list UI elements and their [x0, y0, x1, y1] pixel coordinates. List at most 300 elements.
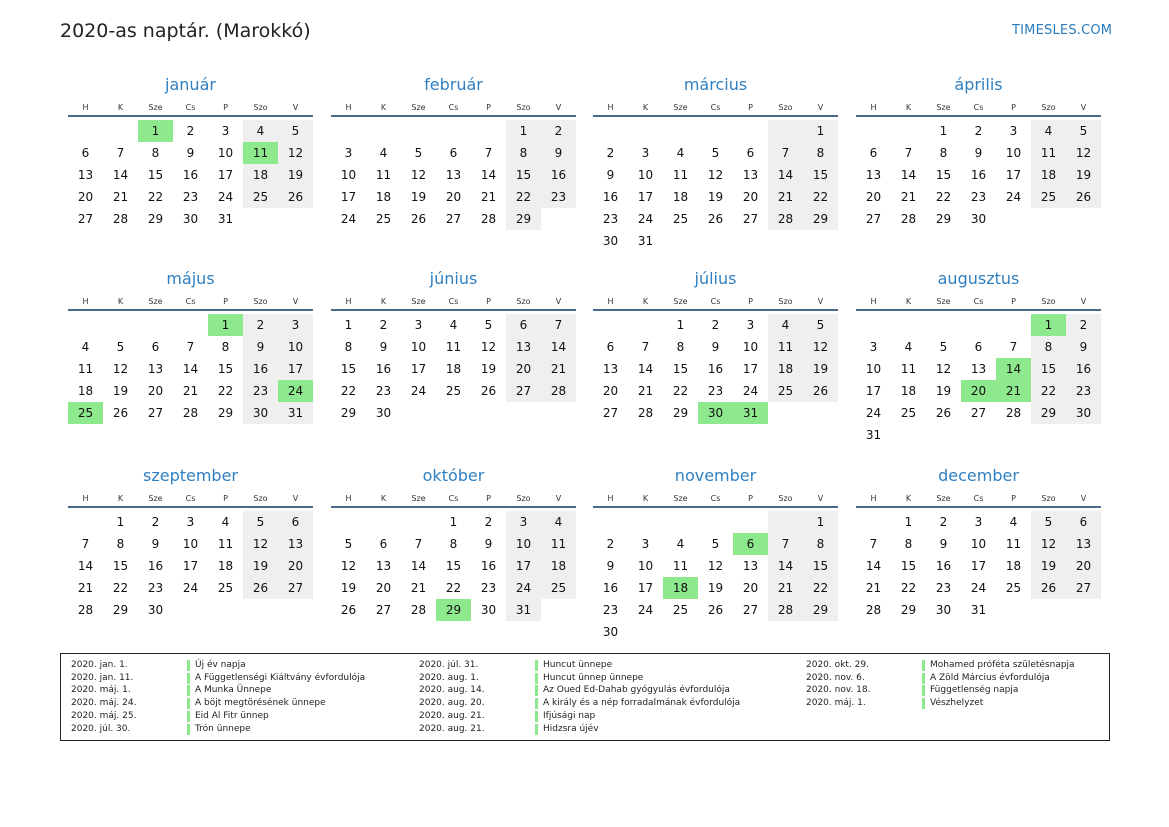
holiday-day: 11: [243, 142, 278, 164]
day-cell: 2: [151, 515, 160, 529]
day-cell: 26: [1066, 186, 1101, 208]
weekday-header: P: [748, 494, 753, 503]
day-cell: 17: [970, 559, 987, 573]
day-cell: 12: [707, 559, 724, 573]
day-cell: 1: [116, 515, 125, 529]
day-cell: 23: [375, 384, 392, 398]
day-cell: 22: [445, 581, 462, 595]
day-cell: 4: [676, 537, 685, 551]
day-cell: 27: [445, 212, 462, 226]
day-cell: 22: [506, 186, 541, 208]
day-cell: 23: [243, 380, 278, 402]
day-cell: 14: [637, 362, 654, 376]
weekday-header: K: [905, 103, 912, 112]
weekday-header: Sze: [936, 297, 951, 306]
holiday-date: 2020. máj. 1.: [806, 698, 866, 709]
day-cell: 2: [606, 537, 615, 551]
day-cell: 20: [77, 190, 94, 204]
day-cell: 12: [707, 168, 724, 182]
day-cell: 21: [112, 190, 129, 204]
day-cell: 4: [676, 146, 685, 160]
day-cell: 27: [278, 577, 313, 599]
holiday-day: 25: [68, 402, 103, 424]
day-cell: 7: [484, 146, 493, 160]
weekday-header: Cs: [710, 494, 721, 503]
day-cell: 16: [243, 358, 278, 380]
holiday-marker: [535, 698, 538, 709]
day-cell: 2: [379, 318, 388, 332]
weekday-header: Sze: [673, 297, 688, 306]
day-cell: 1: [939, 124, 948, 138]
weekday-header: V: [817, 297, 824, 306]
day-cell: 26: [480, 384, 497, 398]
day-cell: 29: [900, 603, 917, 617]
weekday-header: Sze: [148, 103, 163, 112]
day-cell: 17: [217, 168, 234, 182]
day-cell: 12: [340, 559, 357, 573]
day-cell: 13: [375, 559, 392, 573]
weekday-header: Szo: [253, 297, 268, 306]
day-cell: 13: [742, 168, 759, 182]
weekday-header: Cs: [973, 297, 984, 306]
holiday-marker: [535, 685, 538, 696]
day-cell: 29: [935, 212, 952, 226]
weekday-header: Szo: [516, 297, 531, 306]
day-cell: 9: [151, 537, 160, 551]
weekday-header: Cs: [185, 297, 196, 306]
day-cell: 6: [278, 511, 313, 533]
day-cell: 6: [746, 146, 755, 160]
weekday-header: P: [486, 297, 491, 306]
day-cell: 9: [243, 336, 278, 358]
day-cell: 28: [768, 208, 803, 230]
day-cell: 24: [970, 581, 987, 595]
weekday-header: H: [345, 494, 352, 503]
holiday-date: 2020. okt. 29.: [806, 660, 869, 670]
holiday-date: 2020. máj. 1.: [71, 685, 131, 696]
day-cell: 27: [970, 406, 987, 420]
day-cell: 19: [707, 581, 724, 595]
holiday-name: A király és a nép forradalmának évfordulója: [543, 698, 741, 709]
day-cell: 11: [768, 336, 803, 358]
day-cell: 7: [768, 533, 803, 555]
day-cell: 14: [768, 164, 803, 186]
weekday-header: K: [117, 297, 124, 306]
day-cell: 14: [410, 559, 427, 573]
day-cell: 10: [278, 336, 313, 358]
day-cell: 11: [77, 362, 94, 376]
month-name: november: [674, 466, 757, 485]
day-cell: 16: [1066, 358, 1101, 380]
weekday-header: V: [817, 103, 824, 112]
day-cell: 5: [116, 340, 125, 354]
day-cell: 12: [243, 533, 278, 555]
day-cell: 4: [81, 340, 90, 354]
day-cell: 27: [147, 406, 164, 420]
holiday-day: 20: [961, 380, 996, 402]
day-cell: 7: [869, 537, 878, 551]
month-divider: [856, 115, 1101, 117]
day-cell: 11: [375, 168, 392, 182]
day-cell: 27: [865, 212, 882, 226]
day-cell: 24: [742, 384, 759, 398]
day-cell: 22: [935, 190, 952, 204]
day-cell: 2: [606, 146, 615, 160]
day-cell: 30: [1066, 402, 1101, 424]
holiday-marker: [922, 685, 925, 696]
holiday-marker: [535, 711, 538, 722]
holiday-name: Mohamed próféta születésnapja: [930, 660, 1075, 670]
month-divider: [856, 309, 1101, 311]
day-cell: 18: [445, 362, 462, 376]
day-cell: 27: [742, 212, 759, 226]
day-cell: 6: [1066, 511, 1101, 533]
day-cell: 20: [602, 384, 619, 398]
day-cell: 15: [217, 362, 234, 376]
day-cell: 19: [1066, 164, 1101, 186]
day-cell: 11: [1031, 142, 1066, 164]
month-block: [331, 466, 576, 651]
day-cell: 21: [410, 581, 427, 595]
day-cell: 12: [935, 362, 952, 376]
day-cell: 29: [1031, 402, 1066, 424]
day-cell: 13: [1066, 533, 1101, 555]
day-cell: 6: [869, 146, 878, 160]
day-cell: 26: [410, 212, 427, 226]
month-divider: [331, 309, 576, 311]
holiday-name: A Munka Ünnepe: [195, 685, 272, 696]
day-cell: 23: [480, 581, 497, 595]
day-cell: 23: [935, 581, 952, 595]
day-cell: 14: [768, 555, 803, 577]
day-cell: 19: [340, 581, 357, 595]
day-cell: 22: [147, 190, 164, 204]
month-name: február: [424, 75, 483, 94]
day-cell: 17: [742, 362, 759, 376]
month-divider: [593, 115, 838, 117]
day-cell: 4: [243, 120, 278, 142]
day-cell: 30: [935, 603, 952, 617]
holiday-marker: [922, 698, 925, 709]
day-cell: 8: [449, 537, 458, 551]
day-cell: 1: [449, 515, 458, 529]
day-cell: 4: [1009, 515, 1018, 529]
month-divider: [331, 115, 576, 117]
day-cell: 5: [711, 537, 720, 551]
day-cell: 15: [803, 164, 838, 186]
weekday-header: K: [117, 494, 124, 503]
day-cell: 28: [77, 603, 94, 617]
weekday-header: P: [748, 103, 753, 112]
weekday-header: Cs: [710, 103, 721, 112]
holiday-day: 31: [733, 402, 768, 424]
weekend-shade: [768, 511, 803, 533]
day-cell: 21: [182, 384, 199, 398]
holiday-marker: [535, 673, 538, 684]
day-cell: 8: [344, 340, 353, 354]
day-cell: 24: [182, 581, 199, 595]
day-cell: 3: [278, 314, 313, 336]
day-cell: 9: [606, 168, 615, 182]
weekday-header: Cs: [710, 297, 721, 306]
day-cell: 13: [865, 168, 882, 182]
day-cell: 18: [768, 358, 803, 380]
holiday-day: 24: [278, 380, 313, 402]
day-cell: 6: [449, 146, 458, 160]
holiday-day: 1: [138, 120, 173, 142]
day-cell: 21: [768, 186, 803, 208]
weekday-header: K: [117, 103, 124, 112]
holiday-name: Új év napja: [195, 660, 246, 670]
holiday-date: 2020. aug. 20.: [419, 698, 485, 709]
day-cell: 18: [375, 190, 392, 204]
holiday-legend: [60, 653, 1110, 741]
day-cell: 17: [1005, 168, 1022, 182]
weekday-header: Szo: [516, 494, 531, 503]
day-cell: 22: [672, 384, 689, 398]
day-cell: 29: [217, 406, 234, 420]
day-cell: 18: [217, 559, 234, 573]
day-cell: 27: [1066, 577, 1101, 599]
day-cell: 24: [637, 212, 654, 226]
weekday-header: P: [1011, 297, 1016, 306]
weekday-header: Szo: [1041, 103, 1056, 112]
month-block: [68, 75, 313, 260]
holiday-name: Függetlenség napja: [930, 685, 1019, 696]
day-cell: 17: [865, 384, 882, 398]
day-cell: 25: [243, 186, 278, 208]
day-cell: 15: [506, 164, 541, 186]
weekday-header: Szo: [778, 103, 793, 112]
day-cell: 26: [1031, 577, 1066, 599]
day-cell: 3: [506, 511, 541, 533]
day-cell: 10: [970, 537, 987, 551]
day-cell: 1: [904, 515, 913, 529]
holiday-marker: [187, 711, 190, 722]
day-cell: 8: [939, 146, 948, 160]
day-cell: 10: [506, 533, 541, 555]
day-cell: 14: [112, 168, 129, 182]
day-cell: 8: [803, 533, 838, 555]
day-cell: 31: [637, 234, 654, 248]
day-cell: 8: [803, 142, 838, 164]
day-cell: 17: [410, 362, 427, 376]
month-divider: [593, 309, 838, 311]
day-cell: 15: [340, 362, 357, 376]
day-cell: 14: [900, 168, 917, 182]
day-cell: 26: [707, 212, 724, 226]
holiday-marker: [187, 724, 190, 735]
day-cell: 28: [541, 380, 576, 402]
day-cell: 11: [900, 362, 917, 376]
day-cell: 28: [768, 599, 803, 621]
day-cell: 23: [541, 186, 576, 208]
day-cell: 22: [900, 581, 917, 595]
weekday-header: Szo: [778, 297, 793, 306]
day-cell: 13: [147, 362, 164, 376]
site-link[interactable]: TIMESLES.COM: [1012, 23, 1113, 38]
day-cell: 9: [186, 146, 195, 160]
day-cell: 24: [1005, 190, 1022, 204]
day-cell: 24: [506, 577, 541, 599]
day-cell: 10: [1005, 146, 1022, 160]
weekday-header: Sze: [673, 494, 688, 503]
day-cell: 1: [344, 318, 353, 332]
weekday-header: V: [292, 297, 299, 306]
holiday-marker: [187, 685, 190, 696]
day-cell: 29: [147, 212, 164, 226]
weekday-header: Sze: [148, 494, 163, 503]
day-cell: 7: [541, 314, 576, 336]
day-cell: 18: [672, 190, 689, 204]
holiday-date: 2020. nov. 18.: [806, 685, 871, 696]
day-cell: 17: [182, 559, 199, 573]
day-cell: 30: [480, 603, 497, 617]
day-cell: 28: [637, 406, 654, 420]
month-block: [856, 466, 1101, 651]
holiday-day: 18: [663, 577, 698, 599]
month-block: [331, 75, 576, 260]
day-cell: 15: [445, 559, 462, 573]
day-cell: 10: [865, 362, 882, 376]
day-cell: 11: [445, 340, 462, 354]
day-cell: 21: [768, 577, 803, 599]
day-cell: 30: [602, 625, 619, 639]
day-cell: 15: [935, 168, 952, 182]
weekday-header: Sze: [411, 494, 426, 503]
day-cell: 11: [1005, 537, 1022, 551]
holiday-day: 29: [436, 599, 471, 621]
weekday-header: K: [905, 297, 912, 306]
day-cell: 23: [1066, 380, 1101, 402]
holiday-date: 2020. júl. 31.: [419, 660, 479, 670]
day-cell: 11: [541, 533, 576, 555]
day-cell: 5: [711, 146, 720, 160]
weekday-header: Cs: [973, 103, 984, 112]
weekday-header: Sze: [411, 103, 426, 112]
day-cell: 19: [278, 164, 313, 186]
day-cell: 25: [445, 384, 462, 398]
weekday-header: H: [345, 297, 352, 306]
weekday-header: H: [82, 297, 89, 306]
day-cell: 13: [602, 362, 619, 376]
day-cell: 4: [379, 146, 388, 160]
holiday-day: 1: [208, 314, 243, 336]
day-cell: 30: [147, 603, 164, 617]
day-cell: 16: [480, 559, 497, 573]
day-cell: 5: [243, 511, 278, 533]
holiday-date: 2020. aug. 1.: [419, 672, 479, 683]
day-cell: 11: [672, 168, 689, 182]
day-cell: 13: [742, 559, 759, 573]
weekday-header: V: [1080, 494, 1087, 503]
month-block: [68, 466, 313, 651]
holiday-marker: [922, 673, 925, 684]
month-block: [593, 269, 838, 454]
day-cell: 8: [506, 142, 541, 164]
holiday-marker: [187, 698, 190, 709]
holiday-name: Az Oued Ed-Dahab gyógyulás évfordulója: [543, 685, 730, 696]
day-cell: 12: [803, 336, 838, 358]
day-cell: 9: [1066, 336, 1101, 358]
day-cell: 3: [344, 146, 353, 160]
day-cell: 9: [974, 146, 983, 160]
holiday-name: Huncut ünnep ünnepe: [543, 672, 644, 683]
day-cell: 15: [147, 168, 164, 182]
day-cell: 6: [974, 340, 983, 354]
day-cell: 20: [742, 190, 759, 204]
day-cell: 25: [217, 581, 234, 595]
day-cell: 27: [375, 603, 392, 617]
day-cell: 3: [221, 124, 230, 138]
day-cell: 19: [1031, 555, 1066, 577]
day-cell: 11: [672, 559, 689, 573]
month-divider: [68, 309, 313, 311]
month-name: március: [683, 75, 748, 94]
day-cell: 21: [77, 581, 94, 595]
day-cell: 5: [484, 318, 493, 332]
day-cell: 18: [77, 384, 94, 398]
month-block: [593, 75, 838, 260]
holiday-name: Eid Al Fitr ünnep: [195, 710, 269, 721]
day-cell: 14: [480, 168, 497, 182]
day-cell: 17: [340, 190, 357, 204]
holiday-date: 2020. aug. 21.: [419, 723, 485, 734]
weekday-header: P: [1011, 103, 1016, 112]
day-cell: 7: [1009, 340, 1018, 354]
day-cell: 16: [375, 362, 392, 376]
holiday-date: 2020. júl. 30.: [71, 723, 131, 734]
day-cell: 7: [414, 537, 423, 551]
day-cell: 29: [112, 603, 129, 617]
day-cell: 8: [116, 537, 125, 551]
day-cell: 10: [182, 537, 199, 551]
day-cell: 30: [375, 406, 392, 420]
month-name: január: [165, 75, 216, 94]
day-cell: 7: [116, 146, 125, 160]
weekday-header: P: [486, 103, 491, 112]
day-cell: 14: [182, 362, 199, 376]
day-cell: 24: [637, 603, 654, 617]
day-cell: 25: [1031, 186, 1066, 208]
day-cell: 5: [1031, 511, 1066, 533]
day-cell: 13: [445, 168, 462, 182]
day-cell: 8: [151, 146, 160, 160]
month-name: október: [422, 466, 485, 485]
day-cell: 31: [865, 428, 882, 442]
day-cell: 24: [340, 212, 357, 226]
day-cell: 21: [541, 358, 576, 380]
weekday-header: Sze: [936, 103, 951, 112]
day-cell: 29: [672, 406, 689, 420]
weekday-header: K: [905, 494, 912, 503]
day-cell: 30: [182, 212, 199, 226]
weekday-header: P: [1011, 494, 1016, 503]
month-name: június: [429, 269, 478, 288]
day-cell: 18: [243, 164, 278, 186]
day-cell: 9: [606, 559, 615, 573]
day-cell: 31: [970, 603, 987, 617]
day-cell: 2: [243, 314, 278, 336]
day-cell: 26: [112, 406, 129, 420]
weekday-header: V: [555, 297, 562, 306]
holiday-date: 2020. nov. 6.: [806, 672, 865, 683]
day-cell: 28: [480, 212, 497, 226]
day-cell: 23: [970, 190, 987, 204]
day-cell: 15: [900, 559, 917, 573]
day-cell: 28: [900, 212, 917, 226]
day-cell: 30: [602, 234, 619, 248]
